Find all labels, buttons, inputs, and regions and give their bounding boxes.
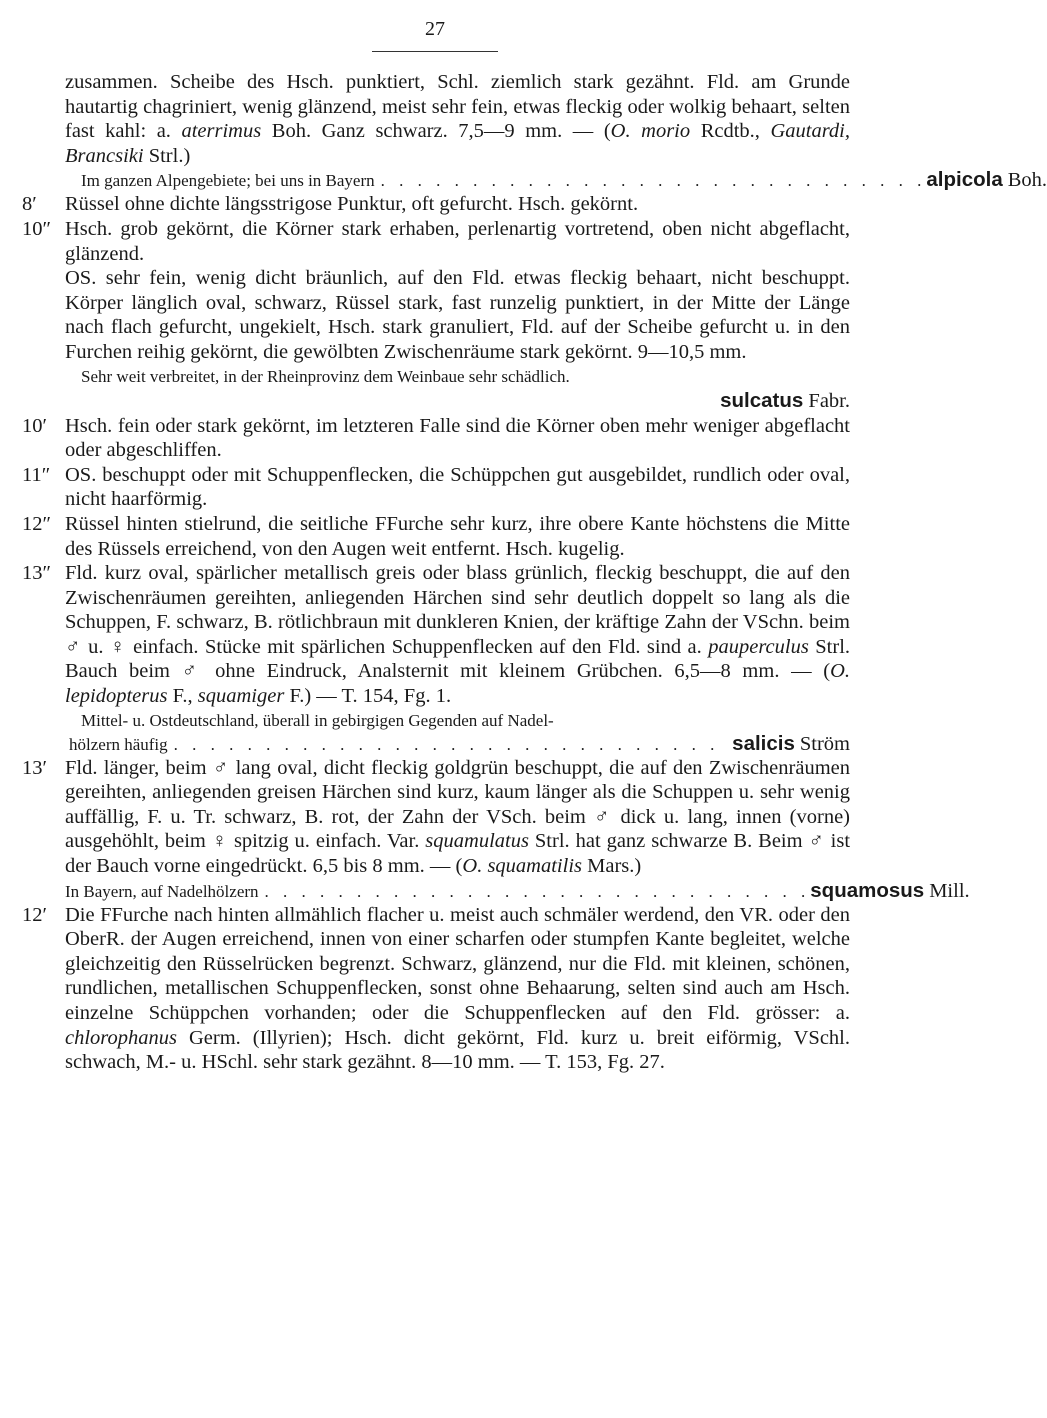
text-span: Fld. länger, beim ♂ lang oval, dicht fleckig goldgrün beschuppt, die auf den Zwischenräumen gereihten, anliegenden greisen Härchen sind kurz, kaum länger als die Schuppen u. sehr wenig auffällig, F. u. Tr. schwarz, B. rot, der Zahn der VSch. beim ♂ dick u. lang, innen (vorne) ausgehöhlt, beim ♀ spitzig u. einfach. Var. xyxy=(65,756,850,853)
species-line-sulcatus xyxy=(65,388,850,414)
species-name: alpicola xyxy=(926,168,1003,192)
key-number: 11″ xyxy=(22,463,51,486)
text-span: O. lepidopterus xyxy=(65,660,850,708)
distribution-squamosus xyxy=(65,878,970,903)
distribution-alpicola xyxy=(65,168,1047,192)
key-entry-12pp xyxy=(22,512,850,561)
text-span: Mars.) xyxy=(587,855,642,878)
distribution-salicis-line1: Mittel- u. Ostdeutschland, überall in gebirgigen Gegenden auf Nadel- xyxy=(81,710,554,730)
key-text xyxy=(22,70,1047,1075)
text-span: . . . . . . . . . . . . . . . . . . . . . . . . . . . . . . xyxy=(264,881,811,901)
text-span: chlorophanus xyxy=(65,1026,177,1049)
species-author: Mill. xyxy=(929,879,970,902)
key-number: 10″ xyxy=(22,217,52,240)
text-span: . . . . . . . . . . . . . . . . . . . . . . . . . . . . . . xyxy=(173,734,720,754)
text-span: aterrimus xyxy=(181,120,262,143)
key-number: 8′ xyxy=(22,193,37,216)
text-span: . . . . . . . . . . . . . . . . . . . . . . . . . . . . . . xyxy=(380,171,927,191)
text-span: OS. beschuppt oder mit Schuppenflecken, die Schüppchen gut ausgebildet, rundlich oder oval, nicht haarförmig. xyxy=(65,463,850,511)
text-span: pauperculus xyxy=(708,635,809,658)
text-span: Rcdtb., xyxy=(700,120,760,143)
text-span: Rüssel hinten stielrund, die seitliche FFurche sehr kurz, ihre obere Kante höchstens die Mitte des Rüssels erreichend, von den Augen weit entfernt. Hsch. kugelig. xyxy=(65,512,850,560)
text-span: O. morio xyxy=(610,120,691,143)
text-span: F., xyxy=(172,685,193,708)
text-span: Strl.) xyxy=(148,144,191,167)
page-number: 27 xyxy=(425,18,445,40)
species-author: Ström xyxy=(799,732,850,755)
species-name: salicis xyxy=(732,731,795,755)
key-entry-13p xyxy=(22,756,970,903)
text-span: Germ. (Illyrien); Hsch. dicht gekörnt, Fld. kurz u. breit eiförmig, VSchl. schwach, M.- u. HSchl. sehr stark gezähnt. 8—10 mm. — T. 153, Fg. 27. xyxy=(65,1026,850,1074)
key-number: 12″ xyxy=(22,512,52,535)
key-entry-10pp xyxy=(22,217,850,414)
key-entry-8p xyxy=(22,192,850,217)
key-number: 12′ xyxy=(22,903,47,926)
text-span: Im ganzen Alpengebiete; bei uns in Bayern xyxy=(81,171,375,191)
text-span: Gautardi, Brancsiki xyxy=(65,120,851,167)
key-entry-11pp xyxy=(22,463,850,512)
key-entry-12p xyxy=(22,903,850,1075)
species-name: squamosus xyxy=(810,878,925,902)
text-span: Rüssel ohne dichte längsstrigose Punktur, oft gefurcht. Hsch. gekörnt. xyxy=(65,193,639,216)
key-number: 10′ xyxy=(22,414,47,437)
header-rule xyxy=(372,51,498,52)
species-author: Fabr. xyxy=(808,389,850,412)
key-number: 13″ xyxy=(22,562,52,585)
text-span: Fld. kurz oval, spärlicher metallisch greis oder blass grünlich, fleckig beschuppt, die auf den Zwischenräumen gereihten, anliegenden Härchen sind sehr deutlich doppelt so lang als die Schuppen, F. schwarz, B. rötlichbraun mit dunkleren Knien, der kräftige Zahn der VSchn. beim ♂ u. ♀ einfach. Stücke mit spärlichen Schuppenflecken auf den Fld. sind a. xyxy=(65,562,850,658)
text-span: Hsch. grob gekörnt, die Körner stark erhaben, perlenartig vortretend, oben nicht abgeflacht, glänzend. xyxy=(65,217,850,265)
species-name: sulcatus xyxy=(720,388,804,412)
text-span: Hsch. fein oder stark gekörnt, im letzteren Falle sind die Körner oben mehr weniger abgeflacht oder abgeschliffen. xyxy=(65,414,850,462)
text-span: F.) — T. 154, Fg. 1. xyxy=(289,685,452,708)
text-span: In Bayern, auf Nadelhölzern xyxy=(65,881,259,901)
key-entry-13pp xyxy=(22,561,850,756)
text-span: OS. sehr fein, wenig dicht bräunlich, auf den Fld. etwas fleckig behaart, nicht beschuppt. Körper länglich oval, schwarz, Rüssel stark, fast runzelig punktiert, in der Mitte der Länge nach flach gefurcht, ungekielt, Hsch. stark granuliert, Fld. auf der Scheibe gefurcht u. in den Furchen reihig gekörnt, die gewölbten Zwischenräume stark gekörnt. 9—10,5 mm. xyxy=(65,267,850,363)
text-span: Die FFurche nach hinten allmählich flacher u. meist auch schmäler werdend, den VR. oder den OberR. der Augen erreichend, innen von einer scharfen oder stumpfen Kante begleitet, welche gleichzeitig den Rüsselrücken begrenzt. Schwarz, glänzend, nur die Fld. mit kleinen, schönen, rundlichen, metallischen Schuppenflecken, sonst ohne Behaarung, selten sind auch am Hsch. einzelne Schüppchen vorhanden; oder die Schuppenflecken auf den Fld. grösser: a. xyxy=(65,903,850,1024)
species-author: Boh. xyxy=(1007,169,1047,192)
key-number: 13′ xyxy=(22,756,47,779)
text-span: O. squamatilis xyxy=(462,855,582,878)
text-span: Boh. Ganz schwarz. 7,5—9 mm. — ( xyxy=(271,120,611,143)
distribution-sulcatus: Sehr weit verbreitet, in der Rheinprovinz dem Weinbaue sehr schädlich. xyxy=(81,366,570,386)
key-entry-10p xyxy=(22,414,850,463)
text-span: hölzern häufig xyxy=(69,734,168,754)
text-span: zusammen. Scheibe des Hsch. punktiert, Schl. ziemlich stark gezähnt. Fld. am Grunde hautartig chagriniert, wenig glänzend, meist sehr fein, etwas fleckig oder wolkig behaart, selten fast kahl: a. xyxy=(65,71,850,143)
text-span: Strl. hat ganz schwarze B. Beim ♂ ist der Bauch vorne eingedrückt. 6,5 bis 8 mm. — ( xyxy=(65,830,851,878)
intro-paragraph xyxy=(22,70,1047,192)
text-span: squamulatus xyxy=(425,830,529,853)
intro-text xyxy=(65,70,850,168)
distribution-salicis-line2 xyxy=(65,732,850,756)
text-span: squamiger xyxy=(197,685,285,708)
text-span: Strl. Bauch beim ♂ ohne Eindruck, Analsternit mit kleinem Grübchen. 6,5—8 mm. — ( xyxy=(65,635,851,683)
